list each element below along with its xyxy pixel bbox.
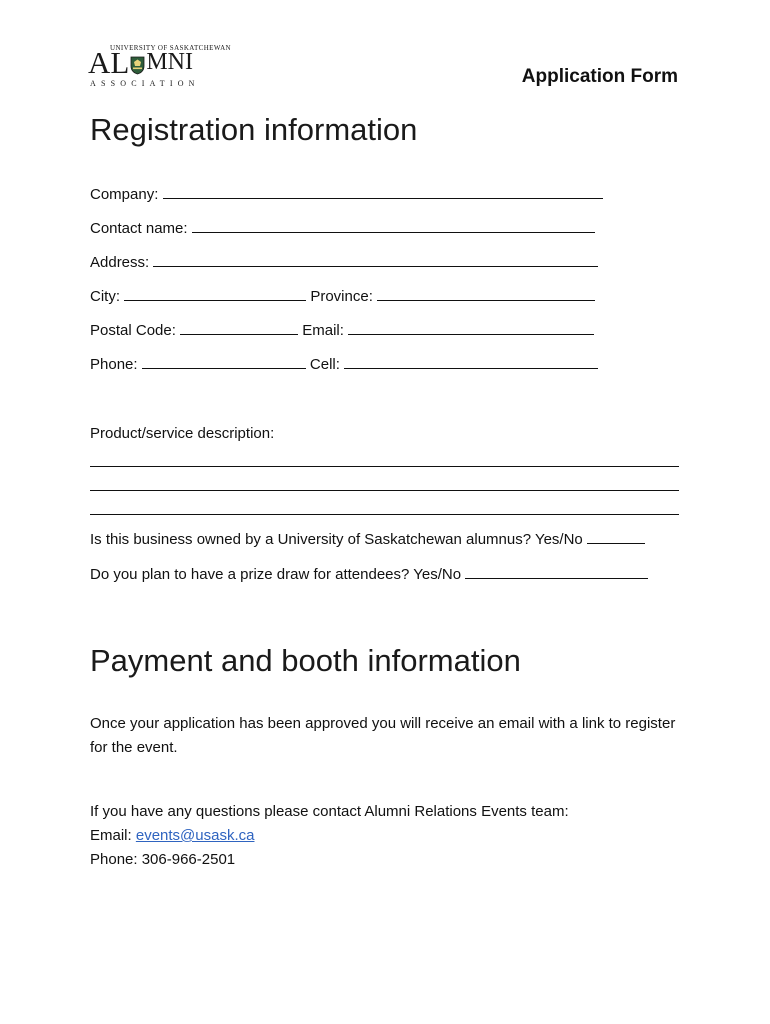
city-label: City:: [90, 288, 120, 305]
approval-paragraph: Once your application has been approved you will receive an email with a link to register for the event.: [90, 715, 676, 756]
logo-university-text: UNIVERSITY OF SASKATCHEWAN: [110, 44, 231, 52]
logo-wordmark-part-a: AL: [88, 45, 130, 80]
address-label: Address:: [90, 254, 150, 271]
postal-email-row: [90, 321, 594, 339]
prize-draw-answer[interactable]: [465, 565, 648, 579]
product-description-line-1[interactable]: [90, 466, 679, 467]
city-province-row: [90, 287, 595, 305]
email-label: Email:: [302, 322, 344, 339]
postal-code-field[interactable]: [180, 321, 298, 335]
owned-by-alumnus-row: [90, 530, 645, 548]
contact-name-row: [90, 219, 595, 237]
product-description-label: Product/service description:: [90, 425, 275, 442]
cell-field[interactable]: [344, 355, 598, 369]
product-description-line-2[interactable]: [90, 490, 679, 491]
email-field[interactable]: [348, 321, 594, 335]
contact-email-link[interactable]: events@usask.ca: [135, 827, 255, 844]
city-field[interactable]: [124, 287, 306, 301]
payment-heading: Payment and booth information: [90, 643, 521, 678]
registration-heading: Registration information: [90, 112, 418, 147]
company-field[interactable]: [163, 185, 603, 199]
crest-icon: [130, 56, 145, 75]
contact-paragraph: [90, 800, 690, 872]
contact-email-row: [90, 824, 690, 848]
contact-phone-value: 306-966-2501: [141, 851, 236, 868]
province-label: Province:: [310, 288, 373, 305]
phone-cell-row: [90, 355, 598, 373]
contact-phone-label: Phone:: [90, 851, 138, 868]
logo-wordmark-part-b: MNI: [146, 49, 193, 75]
phone-label: Phone:: [90, 356, 138, 373]
phone-field[interactable]: [142, 355, 306, 369]
contact-phone-row: [90, 848, 690, 872]
cell-label: Cell:: [309, 356, 340, 373]
prize-draw-question: Do you plan to have a prize draw for attendees? Yes/No: [90, 566, 462, 583]
contact-name-label: Contact name:: [90, 220, 188, 237]
prize-draw-row: [90, 565, 648, 583]
contact-name-field[interactable]: [192, 219, 595, 233]
address-field[interactable]: [153, 253, 598, 267]
owned-by-alumnus-question: Is this business owned by a University of Saskatchewan alumnus? Yes/No: [90, 531, 583, 548]
province-field[interactable]: [377, 287, 595, 301]
form-title: Application Form: [521, 66, 678, 87]
company-row: [90, 185, 603, 203]
contact-intro: If you have any questions please contact Alumni Relations Events team:: [90, 803, 569, 820]
postal-code-label: Postal Code:: [90, 322, 176, 339]
alumni-association-logo: [88, 44, 231, 90]
product-description-line-3[interactable]: [90, 514, 679, 515]
logo-association-text: ASSOCIATION: [90, 79, 200, 88]
address-row: [90, 253, 598, 271]
logo-wordmark: [88, 47, 193, 78]
company-label: Company:: [90, 186, 159, 203]
owned-by-alumnus-answer[interactable]: [587, 530, 645, 544]
contact-email-label: Email:: [90, 827, 132, 844]
